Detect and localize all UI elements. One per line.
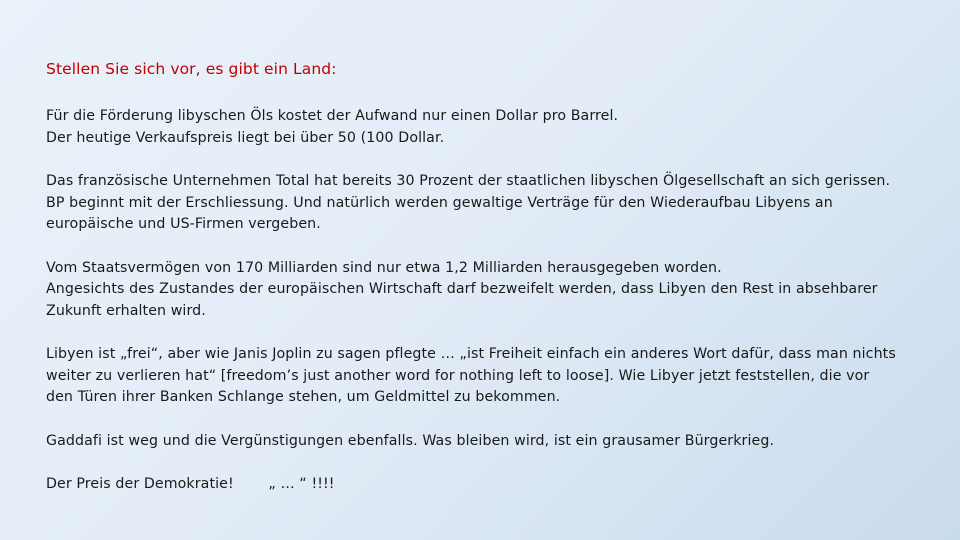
text-line: europäische und US-Firmen vergeben.: [46, 216, 321, 232]
paragraph-oil-cost: [46, 106, 926, 149]
slide-title: Stellen Sie sich vor, es gibt ein Land:: [46, 60, 337, 78]
slide-content: [46, 58, 926, 496]
text-line: Libyen ist „frei“, aber wie Janis Joplin zu sagen pflegte … „ist Freiheit einfach ein anderes Wort dafür, dass man nichts: [46, 346, 896, 362]
closing-text: Der Preis der Demokratie!: [46, 476, 234, 492]
text-line: BP beginnt mit der Erschliessung. Und natürlich werden gewaltige Verträge für den Wiederaufbau Libyens an: [46, 194, 833, 211]
paragraph-companies: [46, 171, 926, 236]
closing-quote: „ … “ !!!!: [268, 476, 335, 492]
text-line: weiter zu verlieren hat“ [freedom’s just another word for nothing left to loose]. Wie Libyer jetzt feststellen, die vor: [46, 367, 870, 384]
text-line: Der heutige Verkaufspreis liegt bei über 50 (100 Dollar.: [46, 129, 445, 146]
text-line: den Türen ihrer Banken Schlange stehen, um Geldmittel zu bekommen.: [46, 389, 561, 405]
text-line: Zukunft erhalten wird.: [46, 302, 206, 319]
paragraph-gaddafi: [46, 431, 926, 453]
text-line: Das französische Unternehmen Total hat bereits 30 Prozent der staatlichen libyschen Ölgesellschaft an sich gerissen.: [46, 173, 891, 189]
text-line: Vom Staatsvermögen von 170 Milliarden sind nur etwa 1,2 Milliarden herausgegeben worden.: [46, 259, 722, 276]
paragraph-freedom: [46, 344, 926, 409]
text-line: Angesichts des Zustandes der europäischen Wirtschaft darf bezweifelt werden, dass Libyen den Rest in absehbarer: [46, 281, 878, 297]
text-line: Für die Förderung libyschen Öls kostet der Aufwand nur einen Dollar pro Barrel.: [46, 108, 619, 124]
text-line: Gaddafi ist weg und die Vergünstigungen ebenfalls. Was bleiben wird, ist ein grausamer Bürgerkrieg.: [46, 432, 775, 449]
closing-line: [46, 474, 926, 496]
paragraph-state-assets: [46, 258, 926, 323]
